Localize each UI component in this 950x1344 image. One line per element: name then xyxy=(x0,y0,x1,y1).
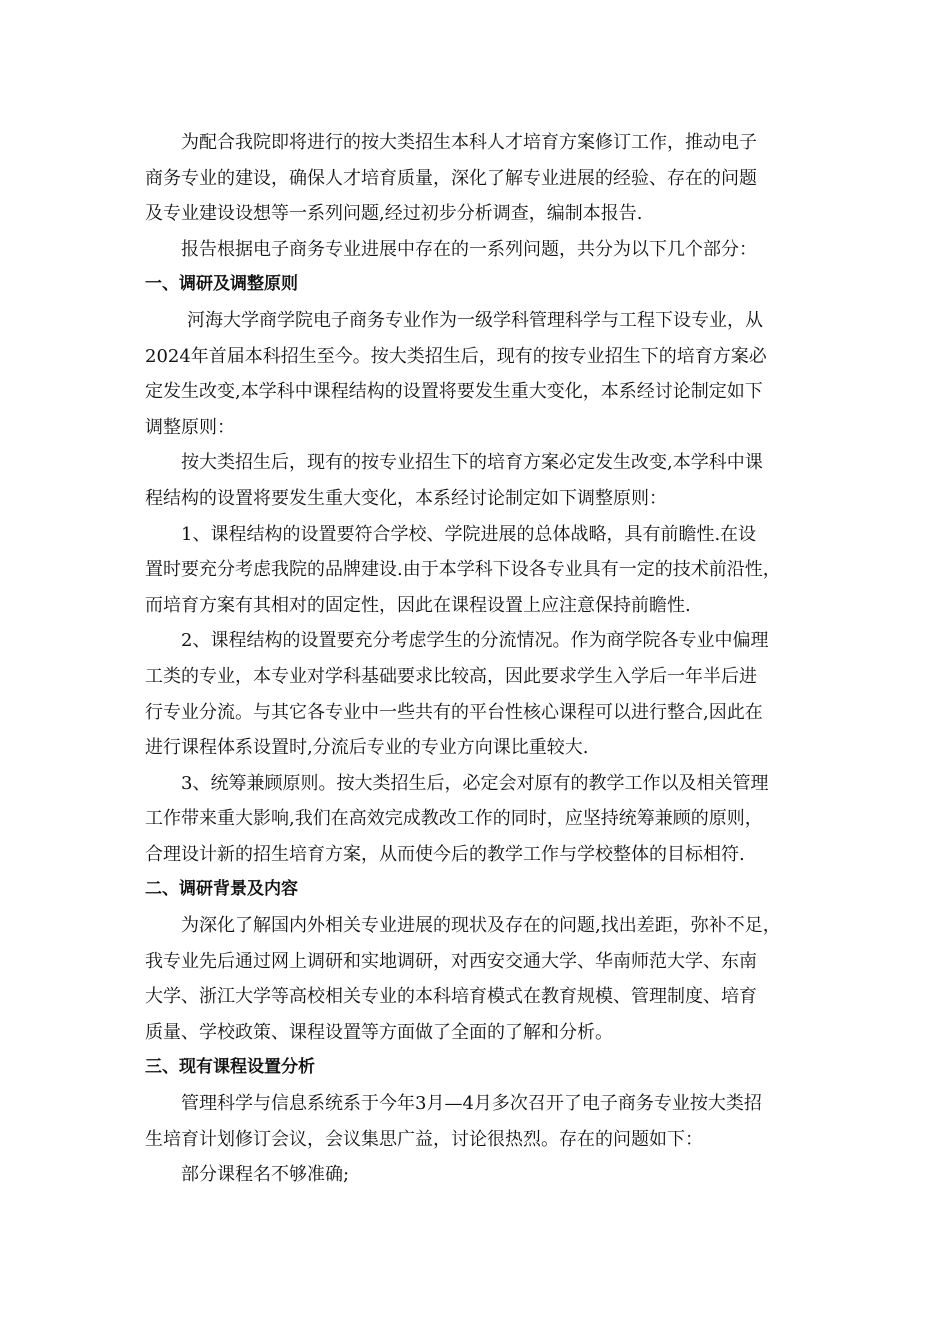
text-line: 部分课程名不够准确; xyxy=(181,1164,350,1186)
text-line: 合理设计新的招生培育方案，从而使今后的教学工作与学校整体的目标相符. xyxy=(145,843,745,865)
text-line: 商务专业的建设，确保人才培育质量，深化了解专业进展的经验、存在的问题 xyxy=(145,167,757,189)
text-line: 工类的专业，本专业对学科基础要求比较高，因此要求学生入学后一年半后进 xyxy=(145,665,757,687)
section1-paragraph-5 xyxy=(145,766,805,873)
section2-paragraph-1 xyxy=(145,908,805,1050)
text-line: 2、课程结构的设置要充分考虑学生的分流情况。作为商学院各专业中偏理 xyxy=(181,630,769,652)
text-line: 置时要充分考虑我院的品牌建设.由于本学科下设各专业具有一定的技术前沿性， xyxy=(145,559,781,581)
text-line: 大学、浙江大学等高校相关专业的本科培育模式在教育规模、管理制度、培育 xyxy=(145,986,757,1008)
section-heading-2: 二、调研背景及内容 xyxy=(145,879,298,900)
section1-paragraph-1 xyxy=(145,303,805,445)
text-line: 1、课程结构的设置要符合学校、学院进展的总体战略，具有前瞻性.在设 xyxy=(181,523,757,545)
overview-paragraph xyxy=(145,232,805,268)
text-line: 按大类招生后，现有的按专业招生下的培育方案必定发生改变,本学科中课 xyxy=(181,452,763,474)
text-line: 而培育方案有其相对的固定性，因此在课程设置上应注意保持前瞻性. xyxy=(145,594,691,616)
section-heading-3: 三、现有课程设置分析 xyxy=(145,1057,315,1078)
text-line: 进行课程体系设置时,分流后专业的专业方向课比重较大. xyxy=(145,737,589,759)
text-line: 及专业建设设想等一系列问题,经过初步分析调查，编制本报告. xyxy=(145,203,643,225)
section3-paragraph-1 xyxy=(145,1086,805,1157)
text-line: 为深化了解国内外相关专业进展的现状及存在的问题,找出差距，弥补不足， xyxy=(181,915,781,937)
text-line: 定发生改变,本学科中课程结构的设置将要发生重大变化，本系经讨论制定如下 xyxy=(145,381,763,403)
section3-paragraph-2 xyxy=(145,1157,805,1193)
section1-paragraph-2 xyxy=(145,445,805,516)
text-line: 质量、学校政策、课程设置等方面做了全面的了解和分析。 xyxy=(145,1021,613,1043)
text-line: 调整原则： xyxy=(145,416,235,438)
text-line: 工作带来重大影响,我们在高效完成教改工作的同时，应坚持统筹兼顾的原则， xyxy=(145,808,763,830)
section1-paragraph-3 xyxy=(145,517,805,624)
text-line: 为配合我院即将进行的按大类招生本科人才培育方案修订工作，推动电子 xyxy=(181,132,757,153)
text-line: 报告根据电子商务专业进展中存在的一系列问题，共分为以下几个部分： xyxy=(181,238,757,260)
section1-paragraph-4 xyxy=(145,623,805,765)
text-line: 行专业分流。与其它各专业中一些共有的平台性核心课程可以进行整合,因此在 xyxy=(145,701,763,723)
document-body xyxy=(145,125,805,1193)
section-heading-1: 一、调研及调整原则 xyxy=(145,274,298,295)
text-line: 3、统筹兼顾原则。按大类招生后，必定会对原有的教学工作以及相关管理 xyxy=(181,772,769,794)
text-line: 2024年首届本科招生至今。按大类招生后，现有的按专业招生下的培育方案必 xyxy=(145,345,767,367)
text-line: 河海大学商学院电子商务专业作为一级学科管理科学与工程下设专业，从 xyxy=(187,309,763,331)
text-line: 生培育计划修订会议，会议集思广益，讨论很热烈。存在的问题如下： xyxy=(145,1128,703,1150)
intro-paragraph xyxy=(145,125,805,232)
text-line: 程结构的设置将要发生重大变化，本系经讨论制定如下调整原则： xyxy=(145,487,667,509)
text-line: 我专业先后通过网上调研和实地调研，对西安交通大学、华南师范大学、东南 xyxy=(145,950,757,972)
text-line: 管理科学与信息系统系于今年3月—4月多次召开了电子商务专业按大类招 xyxy=(181,1093,762,1115)
